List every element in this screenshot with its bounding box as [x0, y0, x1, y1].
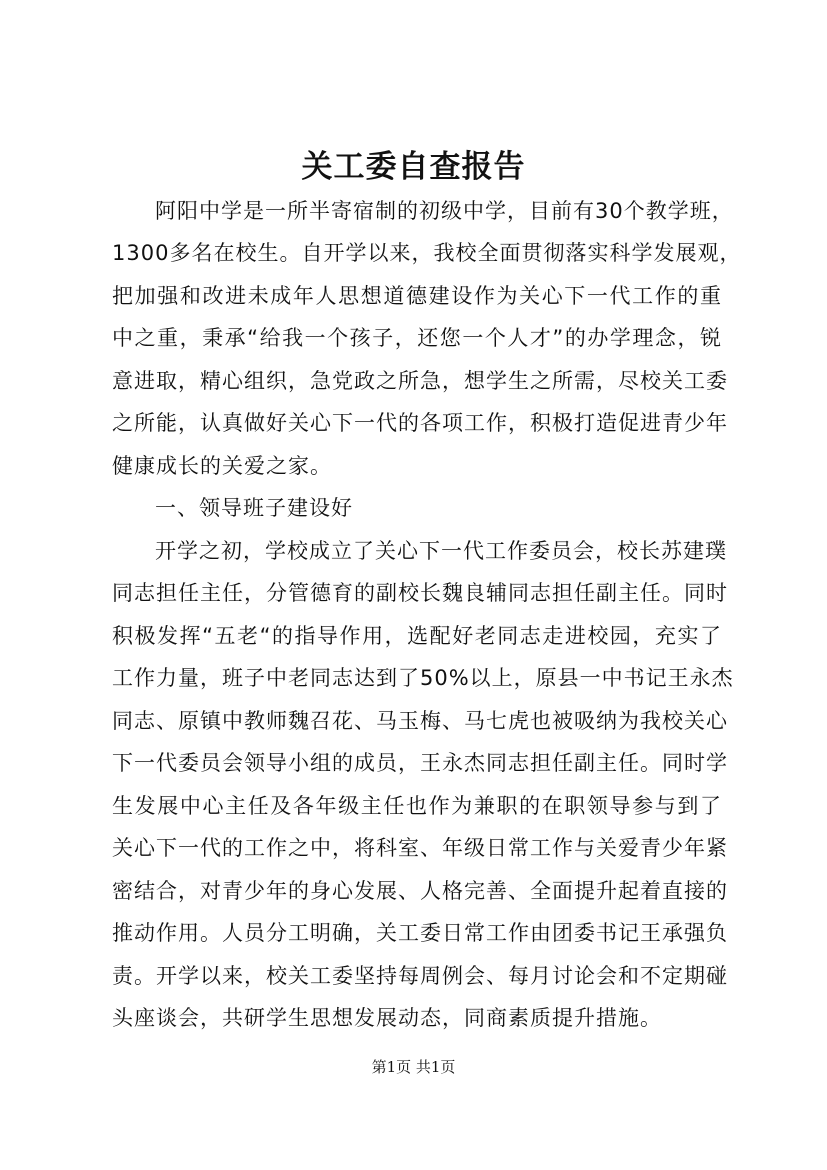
- paragraph-2-line-10: 推动作用。人员分工明确，关工委日常工作由团委书记王承强负: [112, 921, 728, 945]
- paragraph-1-line-6: 之所能，认真做好关心下一代的各项工作，积极打造促进青少年: [112, 411, 728, 435]
- paragraph-1-line-3: 把加强和改进未成年人思想道德建设作为关心下一代工作的重: [112, 284, 722, 308]
- paragraph-2-line-3: 积极发挥“五老“的指导作用，选配好老同志走进校园，充实了: [112, 624, 722, 648]
- paragraph-2-line-7: 生发展中心主任及各年级主任也作为兼职的在职领导参与到了: [112, 794, 722, 818]
- paragraph-2-line-5: 同志、原镇中教师魏召花、马玉梅、马七虎也被吸纳为我校关心: [112, 709, 728, 733]
- paragraph-1-line-4: 中之重，秉承“给我一个孩子，还您一个人才”的办学理念，锐: [112, 326, 722, 350]
- paragraph-2-line-8: 关心下一代的工作之中，将科室、年级日常工作与关爱青少年紧: [112, 836, 728, 860]
- paragraph-2-line-11: 责。开学以来，校关工委坚持每周例会、每月讨论会和不定期碰: [112, 964, 728, 988]
- paragraph-1-line-5: 意进取，精心组织，急党政之所急，想学生之所需，尽校关工委: [112, 369, 728, 393]
- paragraph-2-line-12: 头座谈会，共研学生思想发展动态，同商素质提升措施。: [112, 1006, 662, 1030]
- page-footer: 第1页 共1页: [371, 1058, 456, 1076]
- paragraph-2-line-1: 开学之初，学校成立了关心下一代工作委员会，校长苏建璞: [155, 539, 727, 563]
- section-1-heading: 一、领导班子建设好: [155, 496, 353, 520]
- paragraph-2-line-2: 同志担任主任，分管德育的副校长魏良辅同志担任副主任。同时: [112, 581, 728, 605]
- paragraph-2-line-9: 密结合，对青少年的身心发展、人格完善、全面提升起着直接的: [112, 879, 728, 903]
- document-title: 关工委自查报告: [301, 149, 526, 185]
- paragraph-1-line-1: 阿阳中学是一所半寄宿制的初级中学，目前有30个教学班，: [155, 199, 734, 223]
- paragraph-1-line-2: 1300多名在校生。自开学以来，我校全面贯彻落实科学发展观，: [112, 241, 742, 265]
- paragraph-2-line-4: 工作力量，班子中老同志达到了50%以上，原县一中书记王永杰: [112, 666, 734, 690]
- paragraph-1-line-7: 健康成长的关爱之家。: [112, 454, 332, 478]
- paragraph-2-line-6: 下一代委员会领导小组的成员，王永杰同志担任副主任。同时学: [112, 751, 728, 775]
